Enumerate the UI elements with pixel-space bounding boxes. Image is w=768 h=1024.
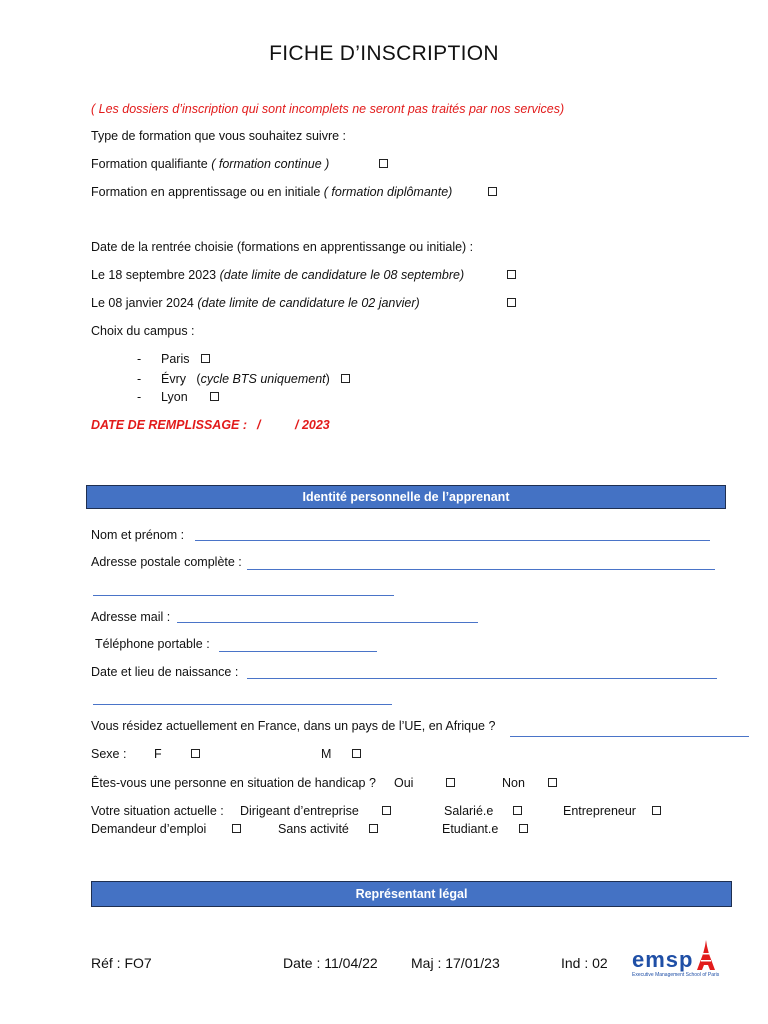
adresse-label: Adresse postale complète : bbox=[91, 555, 242, 569]
mail-input-line[interactable] bbox=[177, 622, 478, 623]
situation-label: Votre situation actuelle : bbox=[91, 804, 224, 818]
formation-apprentissage-label: Formation en apprentissage ou en initiale bbox=[91, 185, 321, 199]
situation-dirigeant-label: Dirigeant d’entreprise bbox=[240, 804, 359, 818]
footer-date: Date : 11/04/22 bbox=[283, 955, 378, 971]
campus-bullet: - bbox=[137, 390, 142, 404]
residence-label: Vous résidez actuellement en France, dans un pays de l’UE, en Afrique ? bbox=[91, 719, 496, 733]
rentree-septembre-label: Le 18 septembre 2023 bbox=[91, 268, 217, 282]
rentree-question: Date de la rentrée choisie (formations en apprentissange ou initiale) : bbox=[91, 240, 474, 254]
campus-evry-label: Évry bbox=[161, 372, 186, 386]
date-remplissage-year: / 2023 bbox=[295, 418, 330, 432]
sexe-label: Sexe : bbox=[91, 747, 127, 761]
formation-question: Type de formation que vous souhaitez suivre : bbox=[91, 129, 347, 143]
campus-lyon-checkbox[interactable] bbox=[210, 392, 219, 401]
campus-evry-checkbox[interactable] bbox=[341, 374, 350, 383]
rentree-option-septembre bbox=[91, 268, 464, 282]
mail-label: Adresse mail : bbox=[91, 610, 171, 624]
rentree-septembre-note: (date limite de candidature le 08 septembre) bbox=[219, 268, 465, 282]
campus-evry-note: cycle BTS uniquement bbox=[200, 372, 326, 386]
date-remplissage-slash: / bbox=[257, 418, 261, 432]
section-identity-header: Identité personnelle de l’apprenant bbox=[86, 485, 726, 509]
footer-maj: Maj : 17/01/23 bbox=[411, 955, 500, 971]
situation-entrepreneur-label: Entrepreneur bbox=[563, 804, 636, 818]
situation-salarie-checkbox[interactable] bbox=[513, 806, 522, 815]
situation-salarie-label: Salarié.e bbox=[444, 804, 494, 818]
campus-evry bbox=[161, 372, 330, 386]
residence-input-line[interactable] bbox=[510, 736, 749, 737]
formation-option-apprentissage bbox=[91, 185, 452, 199]
formation-apprentissage-note: ( formation diplômante) bbox=[323, 185, 453, 199]
campus-question: Choix du campus : bbox=[91, 324, 195, 338]
situation-demandeur-label: Demandeur d’emploi bbox=[91, 822, 207, 836]
eiffel-tower-icon bbox=[696, 940, 716, 970]
campus-paris-label: Paris bbox=[161, 352, 190, 366]
situation-sans-activite-label: Sans activité bbox=[278, 822, 349, 836]
situation-etudiant-label: Etudiant.e bbox=[442, 822, 499, 836]
rentree-option-janvier bbox=[91, 296, 420, 310]
campus-evry-paren-close: ) bbox=[325, 372, 330, 386]
naissance-input-line[interactable] bbox=[247, 678, 717, 679]
section-legal-header: Représentant légal bbox=[91, 881, 732, 907]
emsp-logo bbox=[632, 940, 722, 980]
nom-input-line[interactable] bbox=[195, 540, 710, 541]
campus-lyon-label: Lyon bbox=[161, 390, 188, 404]
campus-evry-paren-open: ( bbox=[196, 372, 201, 386]
formation-qualifiante-label: Formation qualifiante bbox=[91, 157, 208, 171]
nom-label: Nom et prénom : bbox=[91, 528, 185, 542]
sexe-m-checkbox[interactable] bbox=[352, 749, 361, 758]
emsp-logo-subtitle: Executive Management School of Paris bbox=[632, 972, 720, 978]
handicap-oui-checkbox[interactable] bbox=[446, 778, 455, 787]
sexe-f-checkbox[interactable] bbox=[191, 749, 200, 758]
tel-label: Téléphone portable : bbox=[95, 637, 210, 651]
rentree-janvier-note: (date limite de candidature le 02 janvier) bbox=[197, 296, 420, 310]
situation-entrepreneur-checkbox[interactable] bbox=[652, 806, 661, 815]
page-title: FICHE D’INSCRIPTION bbox=[269, 42, 499, 65]
date-remplissage bbox=[91, 418, 247, 432]
situation-sans-activite-checkbox[interactable] bbox=[369, 824, 378, 833]
rentree-septembre-checkbox[interactable] bbox=[507, 270, 516, 279]
handicap-non-checkbox[interactable] bbox=[548, 778, 557, 787]
campus-paris-checkbox[interactable] bbox=[201, 354, 210, 363]
date-remplissage-label: DATE DE REMPLISSAGE : bbox=[91, 418, 248, 432]
formation-apprentissage-checkbox[interactable] bbox=[488, 187, 497, 196]
campus-bullet: - bbox=[137, 352, 142, 366]
naissance-label: Date et lieu de naissance : bbox=[91, 665, 239, 679]
footer-ref: Réf : FO7 bbox=[91, 955, 152, 971]
handicap-label: Êtes-vous une personne en situation de handicap ? bbox=[91, 776, 376, 790]
rentree-janvier-label: Le 08 janvier 2024 bbox=[91, 296, 194, 310]
situation-demandeur-checkbox[interactable] bbox=[232, 824, 241, 833]
sexe-f-label: F bbox=[154, 747, 162, 761]
situation-dirigeant-checkbox[interactable] bbox=[382, 806, 391, 815]
tel-input-line[interactable] bbox=[219, 651, 377, 652]
formation-qualifiante-checkbox[interactable] bbox=[379, 159, 388, 168]
handicap-non-label: Non bbox=[502, 776, 525, 790]
incomplete-notice: ( Les dossiers d’inscription qui sont incomplets ne seront pas traités par nos services) bbox=[91, 102, 565, 116]
adresse-input-line-2[interactable] bbox=[93, 595, 394, 596]
naissance-input-line-2[interactable] bbox=[93, 704, 392, 705]
rentree-janvier-checkbox[interactable] bbox=[507, 298, 516, 307]
handicap-oui-label: Oui bbox=[394, 776, 414, 790]
formation-option-qualifiante bbox=[91, 157, 329, 171]
formation-qualifiante-note: ( formation continue ) bbox=[211, 157, 330, 171]
emsp-logo-text: emsp bbox=[632, 947, 694, 972]
situation-etudiant-checkbox[interactable] bbox=[519, 824, 528, 833]
campus-bullet: - bbox=[137, 372, 142, 386]
adresse-input-line[interactable] bbox=[247, 569, 715, 570]
sexe-m-label: M bbox=[321, 747, 332, 761]
footer-ind: Ind : 02 bbox=[561, 955, 608, 971]
